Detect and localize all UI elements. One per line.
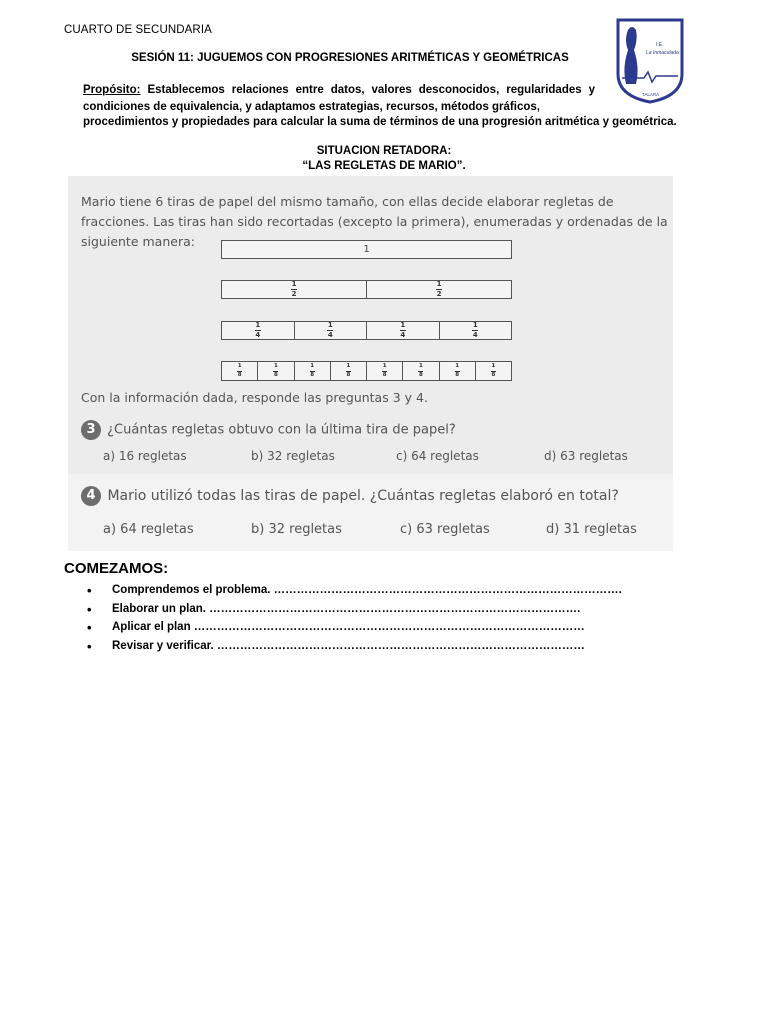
strip-piece-quarter: $\frac{1}{4}$: [367, 322, 440, 339]
strip-piece-eighth: $\frac{1}{8}$: [367, 362, 403, 380]
option-c[interactable]: c) 63 regletas: [400, 522, 490, 537]
problem-intro: Mario tiene 6 tiras de papel del mismo tamaño, con ellas decide elaborar regletas de fracciones. Las tiras han sido recortadas (excepto la primera), enumeradas y ordenadas de la siguiente manera:: [81, 194, 668, 249]
strip-piece-eighth: $\frac{1}{8}$: [440, 362, 476, 380]
question-3: [81, 420, 456, 440]
strip-whole: [221, 240, 512, 259]
question-4-text: Mario utilizó todas las tiras de papel. ¿Cuántas regletas elaboró en total?: [107, 488, 619, 504]
question-number-badge: 3: [81, 420, 101, 440]
situation-subtitle: “LAS REGLETAS DE MARIO”.: [302, 160, 466, 172]
strip-eighths: [221, 361, 512, 381]
strip-piece-quarter: $\frac{1}{4}$: [295, 322, 368, 339]
list-item: • Comprendemos el problema. ……………………………………………………………………………….: [87, 584, 622, 603]
option-d[interactable]: d) 63 regletas: [544, 449, 628, 463]
option-a[interactable]: a) 64 regletas: [103, 522, 194, 537]
option-d[interactable]: d) 31 regletas: [546, 522, 637, 537]
logo-text-city: TALARA: [642, 92, 660, 97]
strip-piece-eighth: $\frac{1}{8}$: [491, 363, 496, 378]
purpose-text-last-line: procedimientos y propiedades para calcular la suma de términos de una progresión aritmética y geométrica.: [83, 116, 677, 128]
grade-label: CUARTO DE SECUNDARIA: [64, 24, 212, 36]
purpose-label: Propósito:: [83, 84, 141, 96]
session-title: SESIÓN 11: JUGUEMOS CON PROGRESIONES ARITMÉTICAS Y GEOMÉTRICAS: [131, 52, 569, 64]
strip-piece-whole: 1: [363, 244, 370, 255]
strip-piece-quarter: $\frac{1}{4}$: [222, 322, 295, 339]
strip-piece-eighth: $\frac{1}{8}$: [403, 362, 439, 380]
question-number-badge: 4: [81, 486, 101, 506]
strip-piece-eighth: $\frac{1}{8}$: [331, 362, 367, 380]
option-c[interactable]: c) 64 regletas: [396, 449, 479, 463]
strip-piece-eighth: $\frac{1}{8}$: [295, 362, 331, 380]
list-item: • Revisar y verificar. ……………………………………………………………………………………: [87, 640, 622, 659]
logo-text-name: La Inmaculada: [646, 50, 679, 56]
start-heading: COMEZAMOS:: [64, 560, 169, 577]
logo-text-ie: I.E.: [656, 42, 664, 48]
instructions-text: Con la información dada, responde las preguntas 3 y 4.: [81, 390, 428, 405]
question-3-text: ¿Cuántas regletas obtuvo con la última tira de papel?: [107, 422, 456, 438]
problem-card: [68, 176, 673, 551]
list-item: • Elaborar un plan. …………………………………………………………………………………….: [87, 603, 622, 622]
question-4: [81, 486, 619, 506]
purpose-paragraph: [83, 82, 595, 116]
strip-quarters: [221, 321, 512, 340]
strip-piece-half: $\frac{1}{2}$: [436, 280, 442, 298]
list-item: • Aplicar el plan …………………………………………………………………………………………: [87, 621, 622, 640]
strip-piece-half: $\frac{1}{2}$: [222, 281, 367, 298]
strip-piece-eighth: $\frac{1}{8}$: [222, 362, 258, 380]
strip-halves: [221, 280, 512, 299]
school-logo: [614, 16, 686, 104]
purpose-text: Establecemos relaciones entre datos, valores desconocidos, regularidades y condiciones de equivalencia, y adaptamos estrategias, recursos, métodos gráficos,: [83, 84, 595, 113]
option-b[interactable]: b) 32 regletas: [251, 522, 342, 537]
strip-piece-quarter: $\frac{1}{4}$: [472, 321, 478, 339]
situation-title: SITUACION RETADORA:: [316, 145, 452, 157]
steps-list: [87, 584, 622, 658]
strip-piece-eighth: $\frac{1}{8}$: [258, 362, 294, 380]
option-b[interactable]: b) 32 regletas: [251, 449, 335, 463]
option-a[interactable]: a) 16 regletas: [103, 449, 187, 463]
